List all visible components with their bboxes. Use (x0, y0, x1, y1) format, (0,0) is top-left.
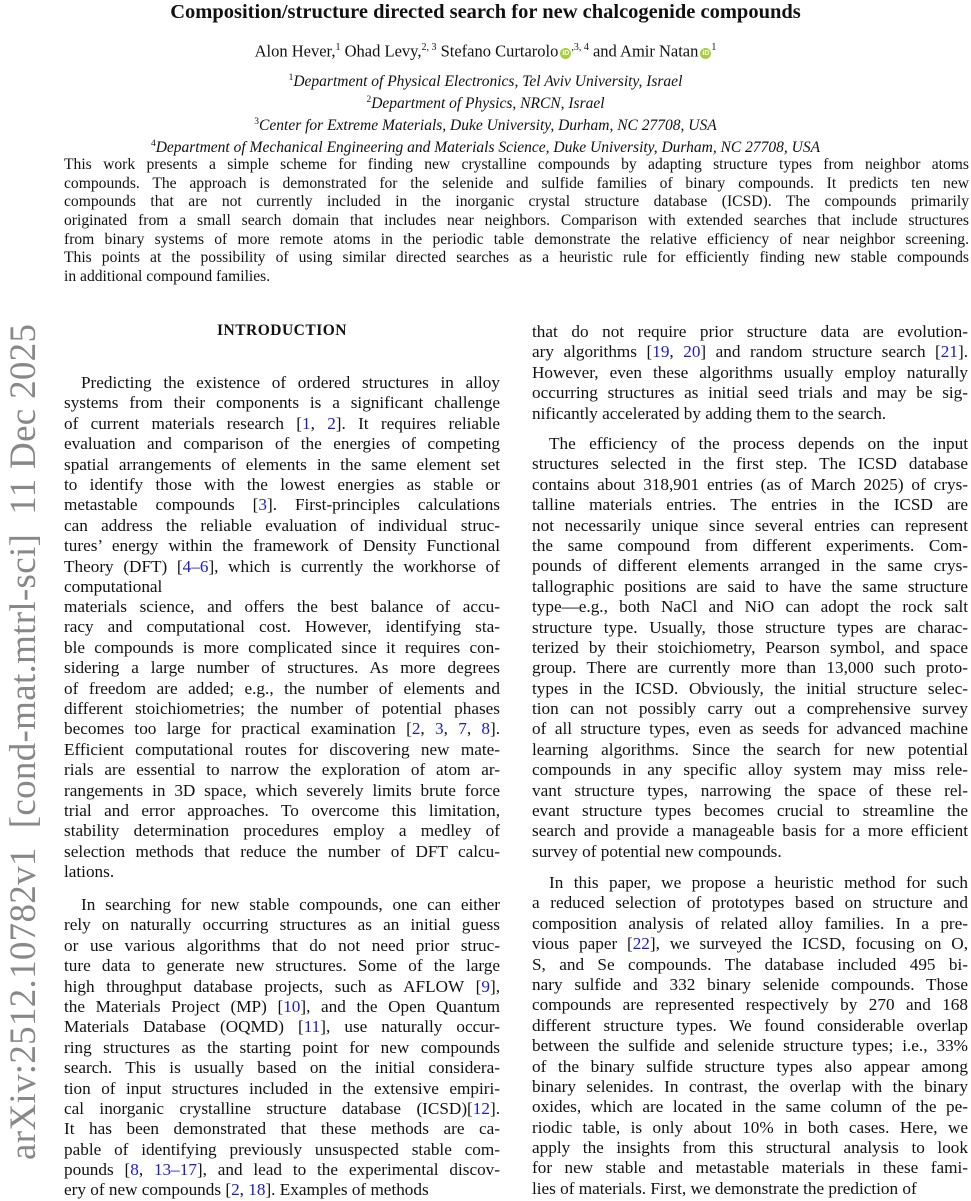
citation-link[interactable]: 3 (435, 719, 444, 739)
text-line: rely on naturally occurring structures as an initial guess (64, 915, 500, 935)
text-line: search. This is usually based on the initial considera- (64, 1058, 500, 1078)
citation-link[interactable]: 4–6 (182, 556, 209, 576)
text-line: pable of identifying previously unsuspected stable com- (64, 1139, 500, 1159)
left-column (64, 0, 500, 1200)
text-line: survey of potential new compounds. (532, 841, 782, 861)
text-line: occurring structures as initial seed trials and may be sig- (532, 383, 968, 403)
text-line: lations. (64, 862, 115, 882)
text-line: ery of new compounds [2, 18]. Examples of methods (64, 1180, 429, 1200)
citation-link[interactable]: 7 (458, 719, 467, 739)
text-line: vious paper [22], we surveyed the ICSD, focusing on O, (532, 934, 968, 954)
text-line: It has been demonstrated that these methods are ca- (64, 1119, 500, 1139)
text-line: nary sulfide and 332 binary selenide compounds. Those (532, 974, 968, 994)
text-line: ture data to generate new structures. Some of the large (64, 956, 500, 976)
orcid-icon[interactable]: iD (562, 49, 570, 57)
text-line: evaluation and comparison of the energies of competing (64, 434, 500, 454)
text-line: to identify those with the lowest energies as stable or (64, 474, 500, 494)
citation-link[interactable]: 1 (302, 413, 311, 433)
text-line: lies of materials. First, we demonstrate the prediction of (532, 1178, 917, 1198)
text-line: search and provide a manageable basis for a more efficient (532, 821, 968, 841)
text-line: trial and error approaches. To overcome this limitation, (64, 800, 500, 820)
text-line: This points at the possibility of using similar directed searches as a heuristic rule for efficiently finding new stable compounds (64, 249, 969, 267)
text-line: of the binary sulfide structure types also appear among (532, 1056, 968, 1076)
citation-link[interactable]: 11 (303, 1017, 321, 1037)
text-line: that do not require prior structure data are evolution- (532, 322, 968, 341)
right-column (532, 0, 968, 1200)
author-affil-sup: 1 (335, 42, 341, 53)
citation-link[interactable]: 22 (632, 934, 650, 954)
text-line: systems from their components is a significant challenge (64, 393, 500, 413)
text-line: spatial arrangements of elements in the same element set (64, 454, 500, 474)
paragraph (64, 597, 500, 882)
citation-link[interactable]: 2 (411, 719, 421, 739)
text-line: from binary systems of more remote atoms in the periodic table demonstrate the relative efficiency of near neighbor screening. (64, 230, 969, 248)
citation-link[interactable]: 18 (248, 1180, 266, 1200)
text-line: sidering a large number of structures. As more degrees (64, 658, 500, 678)
text-line: compounds are represented respectively by 270 and 168 (532, 995, 968, 1015)
text-line: a reduced selection of prototypes based on structure and (532, 893, 968, 913)
text-line: materials science, and offers the best balance of accu- (64, 597, 500, 616)
text-line: in additional compound families. (64, 268, 271, 286)
text-line: selection methods that reduce the number of DFT calcu- (64, 841, 500, 861)
text-line: nificantly accelerated by adding them to the search. (532, 403, 887, 423)
paragraph (532, 434, 968, 862)
text-line: learning algorithms. Since the search for new potential (532, 739, 968, 759)
text-line: compounds. The approach is demonstrated for the selenide and sulfide families of binary compounds. It predicts ten new (64, 174, 969, 192)
citation-link[interactable]: 12 (472, 1098, 490, 1118)
text-line: between the sulfide and selenide structure types; i.e., 33% (532, 1036, 968, 1056)
text-line: In searching for new stable compounds, one can either (81, 895, 500, 914)
orcid-icon[interactable]: iD (702, 49, 710, 57)
text-line: of freedom are added; e.g., the number of elements and (64, 678, 500, 698)
affiliation-text: Department of Mechanical Engineering and Materials Science, Duke University, Durham, NC 27708, USA (155, 139, 821, 157)
text-line: In this paper, we propose a heuristic method for such (549, 873, 968, 892)
text-line: oxides, which are located in the same column of the pe- (532, 1097, 968, 1117)
author-name: and Amir Natan (592, 41, 699, 61)
author-affil-sup: 1 (711, 42, 717, 53)
affiliation-number: 3 (254, 117, 260, 128)
text-line: binary selenides. In contrast, the overlap with the binary (532, 1076, 968, 1096)
text-line: group. There are currently more than 13,000 such proto- (532, 658, 968, 678)
text-line: ary algorithms [19, 20] and random structure search [21]. (532, 342, 968, 362)
paper-title: Composition/structure directed search for new chalcogenide compounds (170, 1, 801, 23)
citation-link[interactable]: 2 (327, 413, 336, 433)
text-line: pounds of different elements arranged in the same crys- (532, 556, 968, 576)
text-line: computational (64, 576, 163, 596)
citation-link[interactable]: 9 (481, 976, 490, 996)
arxiv-stamp: arXiv:2512.10782v1 [cond-mat.mtrl-sci] 11 Dec 2025 (3, 323, 44, 1160)
text-line: of current materials research [1, 2]. It requires reliable (64, 413, 501, 433)
text-line: high throughput database projects, such as AFLOW [9], (64, 976, 500, 996)
text-line: apply the insights from this structural analysis to look (532, 1138, 968, 1158)
citation-link[interactable]: 20 (683, 342, 701, 362)
text-line: racy and computational cost. However, identifying sta- (64, 617, 500, 637)
citation-link[interactable]: 8 (481, 719, 491, 739)
text-line: different stoichiometries; the number of potential phases (64, 698, 500, 718)
citation-link[interactable]: 3 (258, 495, 267, 515)
text-line: the Materials Project (MP) [10], and the Open Quantum (64, 996, 500, 1016)
text-line: riodic table, is only about 10% in both cases. Here, we (532, 1117, 968, 1137)
text-line: S, and Se compounds. The database included 495 bi- (532, 954, 968, 974)
text-line: terized by their stoichiometry, Pearson symbol, and space (532, 637, 968, 657)
affiliation-text: Department of Physical Electronics, Tel Aviv University, Israel (293, 73, 683, 91)
text-line: structure type. Usually, those structure types are charac- (532, 617, 968, 637)
text-line: or use various algorithms that do not need prior struc- (64, 935, 500, 955)
author-name: Ohad Levy, (344, 41, 422, 61)
paragraph (532, 873, 968, 1199)
affiliation-text: Center for Extreme Materials, Duke University, Durham, NC 27708, USA (259, 117, 717, 135)
text-line: compounds that are not currently included in the inorganic crystal structure database (ICSD). The compounds primarily (64, 193, 969, 211)
citation-link[interactable]: 8 (130, 1160, 139, 1180)
text-line: tion can not possibly carry out a comprehensive survey (532, 699, 968, 719)
text-line: for new stable and metastable materials in these fami- (532, 1158, 968, 1178)
text-line: can address the reliable evaluation of individual struc- (64, 515, 500, 535)
text-line: talline materials entries. The entries in the ICSD are (532, 495, 968, 515)
author-affil-sup: ,3, 4 (571, 42, 589, 53)
author-name: Alon Hever, (254, 41, 336, 61)
citation-link[interactable]: 10 (283, 996, 301, 1016)
text-line: contains about 318,901 entries (as of March 2025) of crys- (532, 474, 968, 494)
text-line: types in the ICSD. Obviously, the initial structure selec- (532, 678, 968, 698)
text-line: stability determination procedures employ a medley of (64, 821, 500, 841)
section-heading-introduction: INTRODUCTION (216, 322, 347, 339)
text-line: Efficient computational routes for discovering new mate- (64, 739, 500, 759)
text-line: rials are essential to narrow the exploration of atom ar- (64, 760, 500, 780)
text-line: vant structure types, narrowing the space of these rel- (532, 780, 968, 800)
author-name: Stefano Curtarolo (440, 41, 559, 61)
text-line: tion of input structures included in the extensive empiri- (64, 1078, 500, 1098)
citation-link[interactable]: 2 (231, 1180, 240, 1200)
paragraph (532, 322, 968, 424)
text-line: ble compounds is more complicated since it requires con- (64, 637, 500, 657)
text-line: The efficiency of the process depends on the input (549, 434, 968, 453)
paragraph (64, 373, 500, 597)
affiliation-number: 1 (288, 73, 294, 83)
text-line: cal inorganic crystalline structure database (ICSD)[12]. (64, 1098, 500, 1118)
citation-link[interactable]: 19 (652, 342, 670, 362)
text-line: of all structure types, even as seeds for advanced machine (532, 719, 968, 739)
text-line: Materials Database (OQMD) [11], use naturally occur- (64, 1017, 500, 1037)
text-line: This work presents a simple scheme for finding new crystalline compounds by adapting structure types from neighbor atoms (64, 156, 969, 173)
text-line: metastable compounds [3]. First-principles calculations (64, 495, 500, 515)
text-line: composition analysis of related alloy families. In a pre- (532, 913, 968, 933)
text-line: not necessarily unique since several entries can represent (532, 515, 968, 535)
text-line: evant structure types becomes crucial to streamline the (532, 801, 968, 821)
text-line: different structure types. We found considerable overlap (532, 1015, 968, 1035)
text-line: ring structures as the starting point for new compounds (64, 1037, 500, 1057)
affiliation-number: 4 (150, 139, 156, 150)
text-line: tures’ energy within the framework of Density Functional (64, 536, 500, 556)
text-line: Predicting the existence of ordered structures in alloy (81, 373, 500, 392)
affiliation-text: Department of Physics, NRCN, Israel (371, 95, 605, 113)
affiliation-number: 2 (366, 95, 372, 106)
text-line: compounds in any specific alloy system may miss rele- (532, 760, 968, 780)
text-line: However, even these algorithms usually employ naturally (532, 362, 968, 382)
text-line: Theory (DFT) [4–6], which is currently the workhorse of (64, 556, 500, 576)
text-line: the same compound from different experiments. Com- (532, 535, 968, 555)
text-line: becomes too large for practical examination [2, 3, 7, 8]. (64, 719, 501, 739)
text-line: type—e.g., both NaCl and NiO can adopt the rock salt (532, 597, 968, 617)
text-line: pounds [8, 13–17], and lead to the experimental discov- (64, 1160, 500, 1180)
author-affil-sup: 2, 3 (421, 42, 437, 53)
citation-link[interactable]: 13–17 (153, 1160, 197, 1180)
text-line: rangements in 3D space, which severely limits brute force (64, 780, 500, 800)
paragraph (64, 895, 500, 1201)
text-line: originated from a small search domain that includes near neighbors. Comparison with extended searches that include structures (64, 212, 969, 230)
text-line: tallographic positions are said to have the same structure (532, 576, 968, 596)
citation-link[interactable]: 21 (940, 342, 958, 362)
text-line: structures selected in the first step. The ICSD database (532, 454, 968, 474)
